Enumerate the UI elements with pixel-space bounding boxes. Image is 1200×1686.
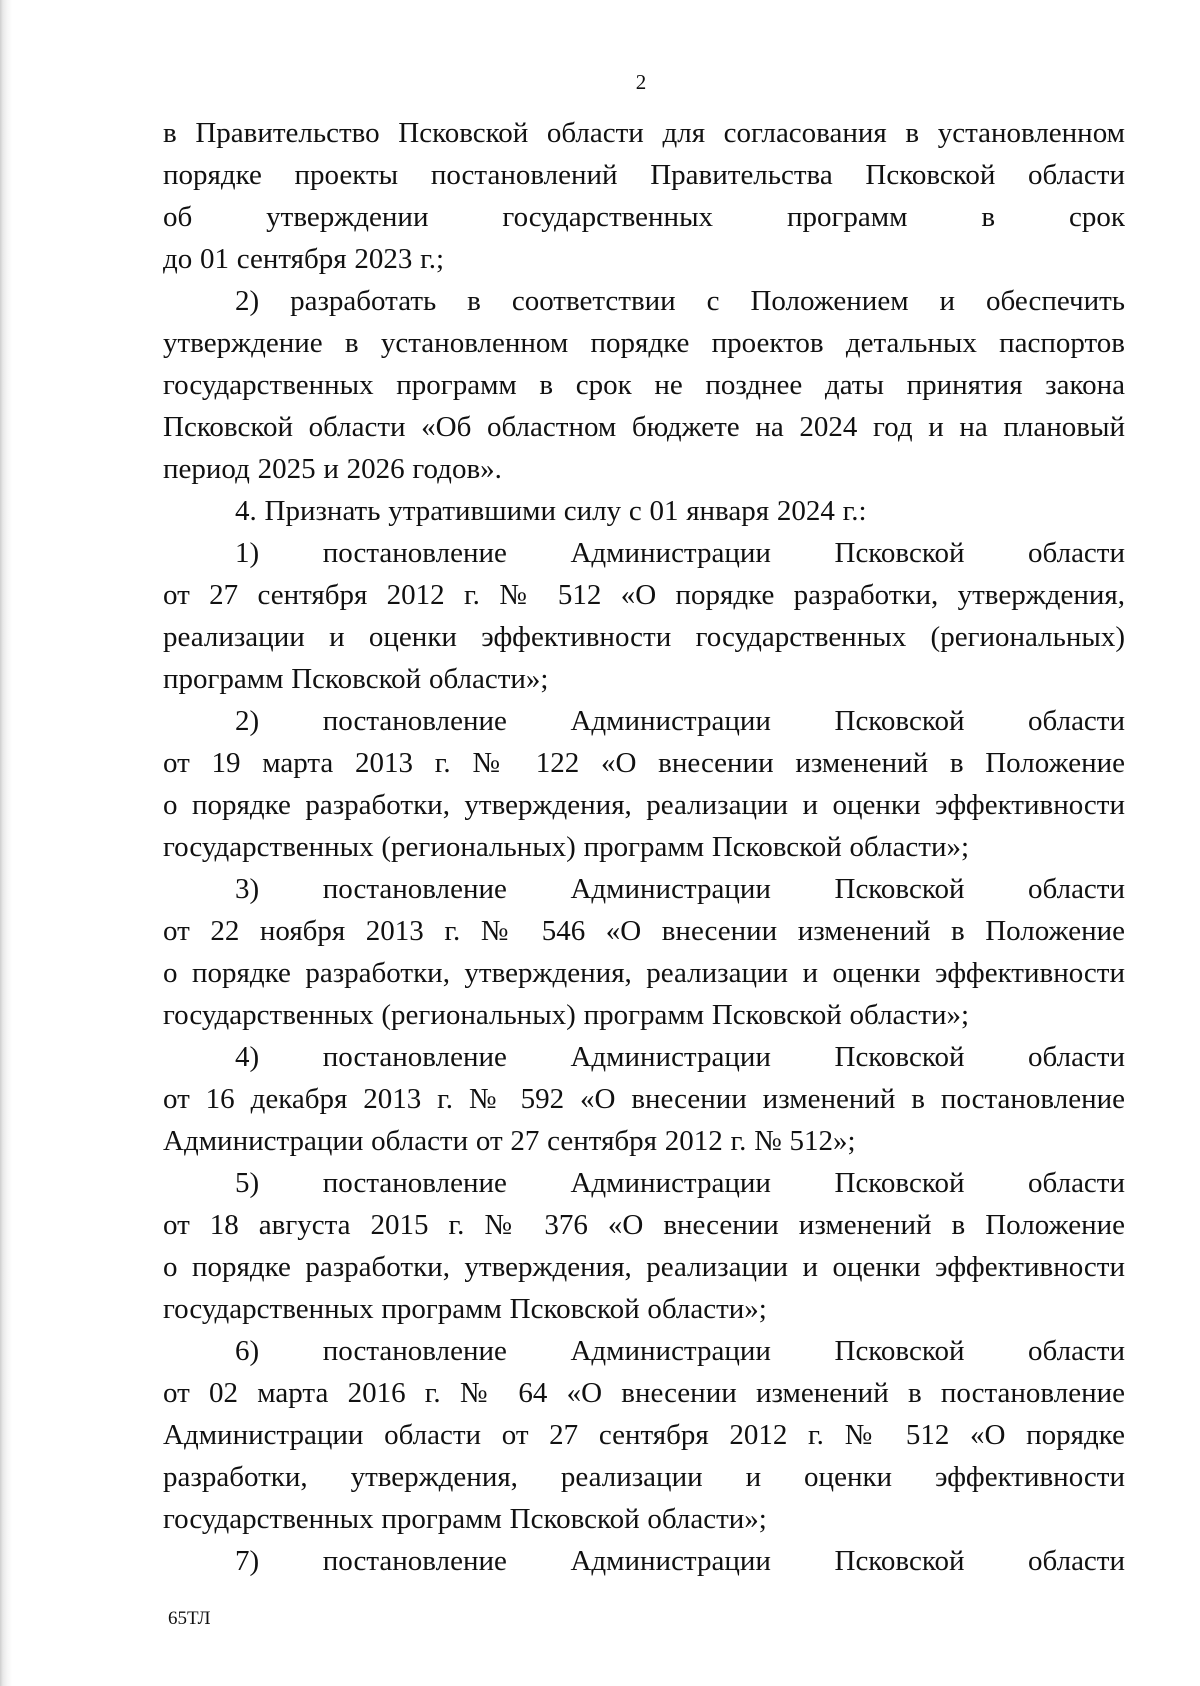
text-line: 2) постановление Администрации Псковской области [235, 705, 1125, 737]
text-line: программ Псковской области»; [163, 663, 549, 695]
footer-code: 65ТЛ [168, 1608, 211, 1629]
text-line: Администрации области от 27 сентября 2012 г. № 512»; [163, 1125, 856, 1157]
paragraph-5 [163, 700, 1125, 868]
text-line: 3) постановление Администрации Псковской области [235, 873, 1125, 905]
text-line: государственных программ Псковской области»; [163, 1293, 767, 1325]
scan-edge [0, 0, 12, 1686]
text-line: об утверждении государственных программ в срок [163, 201, 1125, 233]
text-line: о порядке разработки, утверждения, реализации и оценки эффективности [163, 789, 1125, 821]
page-number: 2 [635, 70, 647, 94]
text-line: реализации и оценки эффективности государственных (региональных) [163, 621, 1125, 653]
text-line: период 2025 и 2026 годов». [163, 453, 502, 485]
text-line: 1) постановление Администрации Псковской области [235, 537, 1125, 569]
paragraph-7 [163, 1036, 1125, 1162]
paragraph-3 [163, 490, 1125, 532]
paragraph-9 [163, 1330, 1125, 1540]
paragraph-8 [163, 1162, 1125, 1330]
text-line: разработки, утверждения, реализации и оценки эффективности [163, 1461, 1125, 1493]
text-line: государственных (региональных) программ Псковской области»; [163, 999, 970, 1031]
text-line: до 01 сентября 2023 г.; [163, 243, 445, 275]
text-line: 5) постановление Администрации Псковской области [235, 1167, 1125, 1199]
paragraph-2 [163, 280, 1125, 490]
text-line: от 27 сентября 2012 г. № 512 «О порядке разработки, утверждения, [163, 579, 1125, 611]
text-line: Администрации области от 27 сентября 2012 г. № 512 «О порядке [163, 1419, 1125, 1451]
text-line: порядке проекты постановлений Правительства Псковской области [163, 159, 1125, 191]
text-line: о порядке разработки, утверждения, реализации и оценки эффективности [163, 957, 1125, 989]
paragraph-1 [163, 112, 1125, 280]
text-line: от 18 августа 2015 г. № 376 «О внесении изменений в Положение [163, 1209, 1125, 1241]
text-line: государственных программ в срок не позднее даты принятия закона [163, 369, 1125, 401]
text-line: в Правительство Псковской области для согласования в установленном [163, 117, 1125, 149]
text-line: 6) постановление Администрации Псковской области [235, 1335, 1125, 1367]
text-line: 2) разработать в соответствии с Положением и обеспечить [235, 285, 1125, 317]
text-line: 4) постановление Администрации Псковской области [235, 1041, 1125, 1073]
paragraph-6 [163, 868, 1125, 1036]
paragraph-10 [163, 1540, 1125, 1582]
text-line: о порядке разработки, утверждения, реализации и оценки эффективности [163, 1251, 1125, 1283]
text-line: от 02 марта 2016 г. № 64 «О внесении изменений в постановление [163, 1377, 1125, 1409]
text-line: от 19 марта 2013 г. № 122 «О внесении изменений в Положение [163, 747, 1125, 779]
text-line: от 16 декабря 2013 г. № 592 «О внесении изменений в постановление [163, 1083, 1125, 1115]
text-line: государственных программ Псковской области»; [163, 1503, 767, 1535]
text-line: 4. Признать утратившими силу с 01 января 2024 г.: [235, 495, 867, 527]
text-line: от 22 ноября 2013 г. № 546 «О внесении изменений в Положение [163, 915, 1125, 947]
text-line: 7) постановление Администрации Псковской области [235, 1545, 1125, 1577]
paragraph-4 [163, 532, 1125, 700]
text-line: Псковской области «Об областном бюджете на 2024 год и на плановый [163, 411, 1125, 443]
text-line: государственных (региональных) программ Псковской области»; [163, 831, 970, 863]
text-line: утверждение в установленном порядке проектов детальных паспортов [163, 327, 1125, 359]
document-body [163, 112, 1125, 1582]
